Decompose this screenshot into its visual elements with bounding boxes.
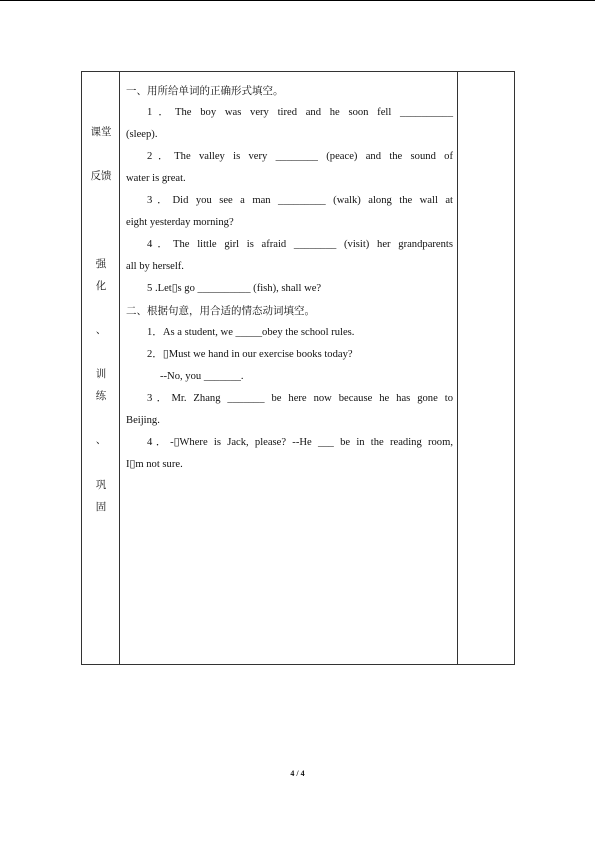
side-label: 、 bbox=[95, 324, 107, 336]
question-line: all by herself. bbox=[126, 261, 184, 272]
question-line: 1．The boy was very tired and he soon fell __________ bbox=[147, 107, 453, 118]
question-line: 2．▯Must we hand in our exercise books today? bbox=[147, 349, 353, 360]
question-line: 5 .Let▯s go __________ (fish), shall we? bbox=[147, 283, 322, 294]
page-number: 4 / 4 bbox=[290, 769, 305, 778]
question-line: --No, you _______. bbox=[160, 371, 244, 382]
question-line: 1．As a student, we _____obey the school rules. bbox=[147, 327, 355, 338]
side-label: 固 bbox=[95, 501, 107, 513]
question-line: (sleep). bbox=[126, 129, 158, 140]
question-line: 2．The valley is very ________ (peace) and the sound of bbox=[147, 151, 453, 162]
question-line: Beijing. bbox=[126, 415, 160, 426]
top-rule bbox=[0, 0, 595, 1]
side-label: 、 bbox=[95, 434, 107, 446]
exercise-content bbox=[120, 72, 457, 664]
question-line: 3．Mr. Zhang _______ be here now because he has gone to bbox=[147, 393, 453, 404]
question-line: I▯m not sure. bbox=[126, 459, 183, 470]
side-label: 巩 bbox=[95, 479, 107, 491]
question-line: 4．-▯Where is Jack, please? --He ___ be in the reading room, bbox=[147, 437, 453, 448]
question-line: eight yesterday morning? bbox=[126, 217, 234, 228]
section-heading: 一、用所给单词的正确形式填空。 bbox=[126, 85, 284, 97]
question-line: 3．Did you see a man _________ (walk) along the wall at bbox=[147, 195, 453, 206]
side-label: 化 bbox=[95, 280, 107, 292]
notes-column bbox=[457, 72, 514, 664]
question-line: 4．The little girl is afraid ________ (visit) her grandparents bbox=[147, 239, 453, 250]
section-heading: 二、根据句意，用合适的情态动词填空。 bbox=[126, 305, 315, 317]
side-label: 训 bbox=[95, 368, 107, 380]
side-label: 强 bbox=[95, 258, 107, 270]
question-line: water is great. bbox=[126, 173, 186, 184]
worksheet-table bbox=[81, 71, 515, 665]
side-label: 课堂 bbox=[90, 126, 112, 138]
side-label-column bbox=[82, 72, 120, 664]
side-label: 反馈 bbox=[90, 170, 112, 182]
side-label: 练 bbox=[95, 390, 107, 402]
